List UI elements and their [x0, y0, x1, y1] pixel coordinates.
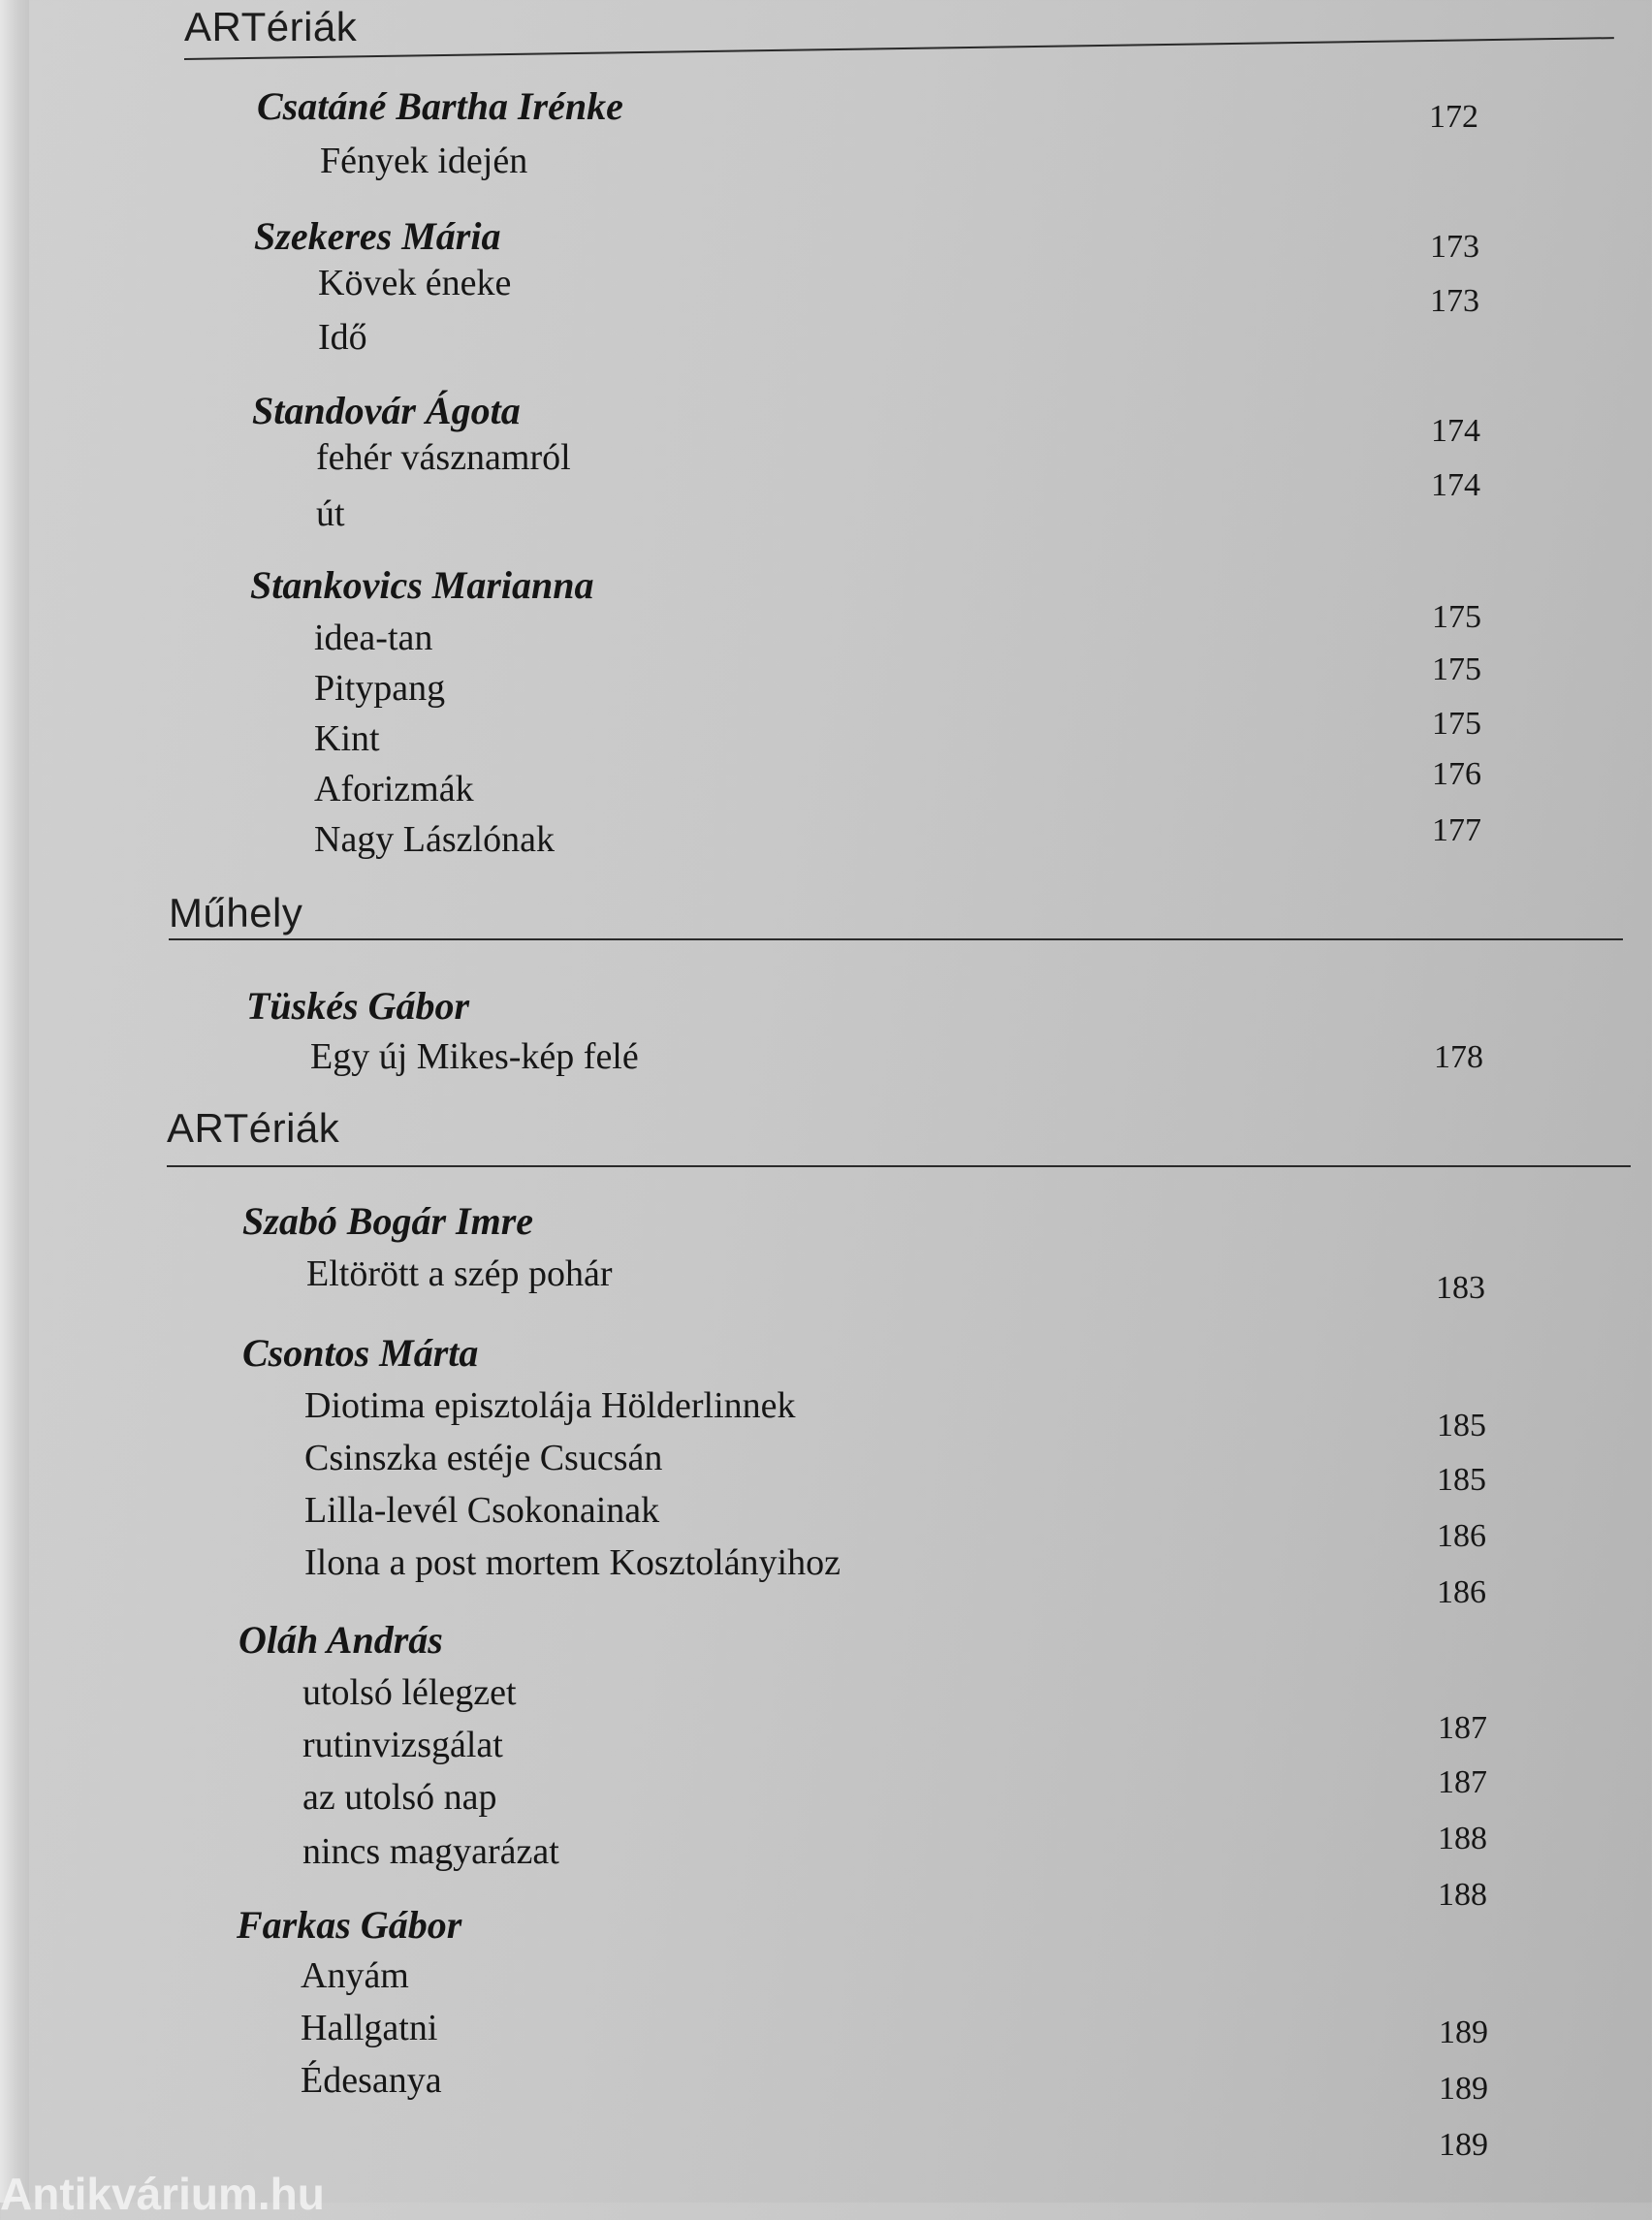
section-title-arteriak: ARTériák [184, 4, 358, 49]
toc-page-number: 173 [1430, 283, 1479, 319]
toc-title: Nagy Lászlónak [314, 819, 555, 860]
toc-page-number: 174 [1431, 467, 1480, 503]
toc-title: Csinszka estéje Csucsán [304, 1438, 663, 1478]
section-title-muhely: Műhely [169, 890, 303, 936]
toc-page-number: 187 [1438, 1764, 1487, 1800]
toc-title: nincs magyarázat [302, 1831, 559, 1872]
toc-title: az utolsó nap [302, 1777, 497, 1818]
toc-page-number: 183 [1436, 1270, 1485, 1306]
toc-page-number: 186 [1437, 1518, 1486, 1554]
toc-title: rutinvizsgálat [302, 1725, 503, 1765]
page-edge [0, 0, 29, 2203]
toc-title: Idő [318, 317, 367, 358]
toc-page-number: 175 [1432, 599, 1481, 635]
toc-title: Fények idején [320, 141, 528, 181]
toc-title: utolsó lélegzet [302, 1672, 517, 1713]
toc-page-number: 172 [1429, 99, 1478, 135]
toc-page-number: 185 [1437, 1408, 1486, 1443]
toc-author: Csontos Márta [242, 1331, 479, 1375]
toc-title: út [316, 493, 345, 534]
toc-title: idea-tan [314, 618, 433, 658]
toc-page-number: 189 [1439, 2071, 1488, 2107]
toc-author: Oláh András [238, 1618, 443, 1662]
toc-author: Farkas Gábor [237, 1903, 462, 1947]
toc-title: Lilla-levél Csokonainak [304, 1490, 660, 1531]
toc-author: Csatáné Bartha Irénke [257, 84, 623, 128]
toc-title: Egy új Mikes-kép felé [310, 1036, 639, 1077]
toc-page-number: 176 [1432, 756, 1481, 792]
toc-title: Kint [314, 718, 380, 759]
toc-author: Szekeres Mária [254, 214, 501, 258]
toc-page-number: 178 [1434, 1039, 1483, 1075]
toc-page-number: 188 [1438, 1877, 1487, 1913]
toc-page-number: 189 [1439, 2014, 1488, 2050]
toc-page-number: 188 [1438, 1821, 1487, 1856]
toc-page-number: 175 [1432, 706, 1481, 742]
toc-title: Diotima episztolája Hölderlinnek [304, 1385, 796, 1426]
toc-page-number: 187 [1438, 1710, 1487, 1746]
toc-page-number: 175 [1432, 651, 1481, 687]
toc-title: fehér vásznamról [316, 437, 571, 478]
toc-author: Szabó Bogár Imre [242, 1199, 534, 1243]
watermark: Antikvárium.hu [0, 2169, 325, 2219]
section-rule [169, 938, 1623, 940]
section-rule [167, 1165, 1631, 1167]
toc-page-number: 186 [1437, 1574, 1486, 1610]
toc-page-number: 173 [1430, 229, 1479, 265]
toc-title: Anyám [301, 1955, 409, 1996]
toc-page-number: 185 [1437, 1462, 1486, 1498]
toc-page-number: 174 [1431, 413, 1480, 449]
toc-author: Standovár Ágota [252, 389, 521, 432]
toc-title: Eltörött a szép pohár [306, 1253, 613, 1294]
toc-page-number: 189 [1439, 2127, 1488, 2163]
toc-page-number: 177 [1432, 812, 1481, 848]
toc-author: Stankovics Marianna [250, 563, 594, 607]
section-rule [184, 37, 1614, 60]
toc-title: Pitypang [314, 668, 446, 709]
toc-title: Édesanya [301, 2060, 442, 2101]
toc-author: Tüskés Gábor [246, 984, 470, 1028]
toc-title: Kövek éneke [318, 263, 512, 303]
section-title-arteriak: ARTériák [167, 1105, 340, 1151]
toc-title: Hallgatni [301, 2008, 438, 2048]
toc-title: Ilona a post mortem Kosztolányihoz [304, 1542, 841, 1583]
toc-title: Aforizmák [314, 769, 474, 809]
